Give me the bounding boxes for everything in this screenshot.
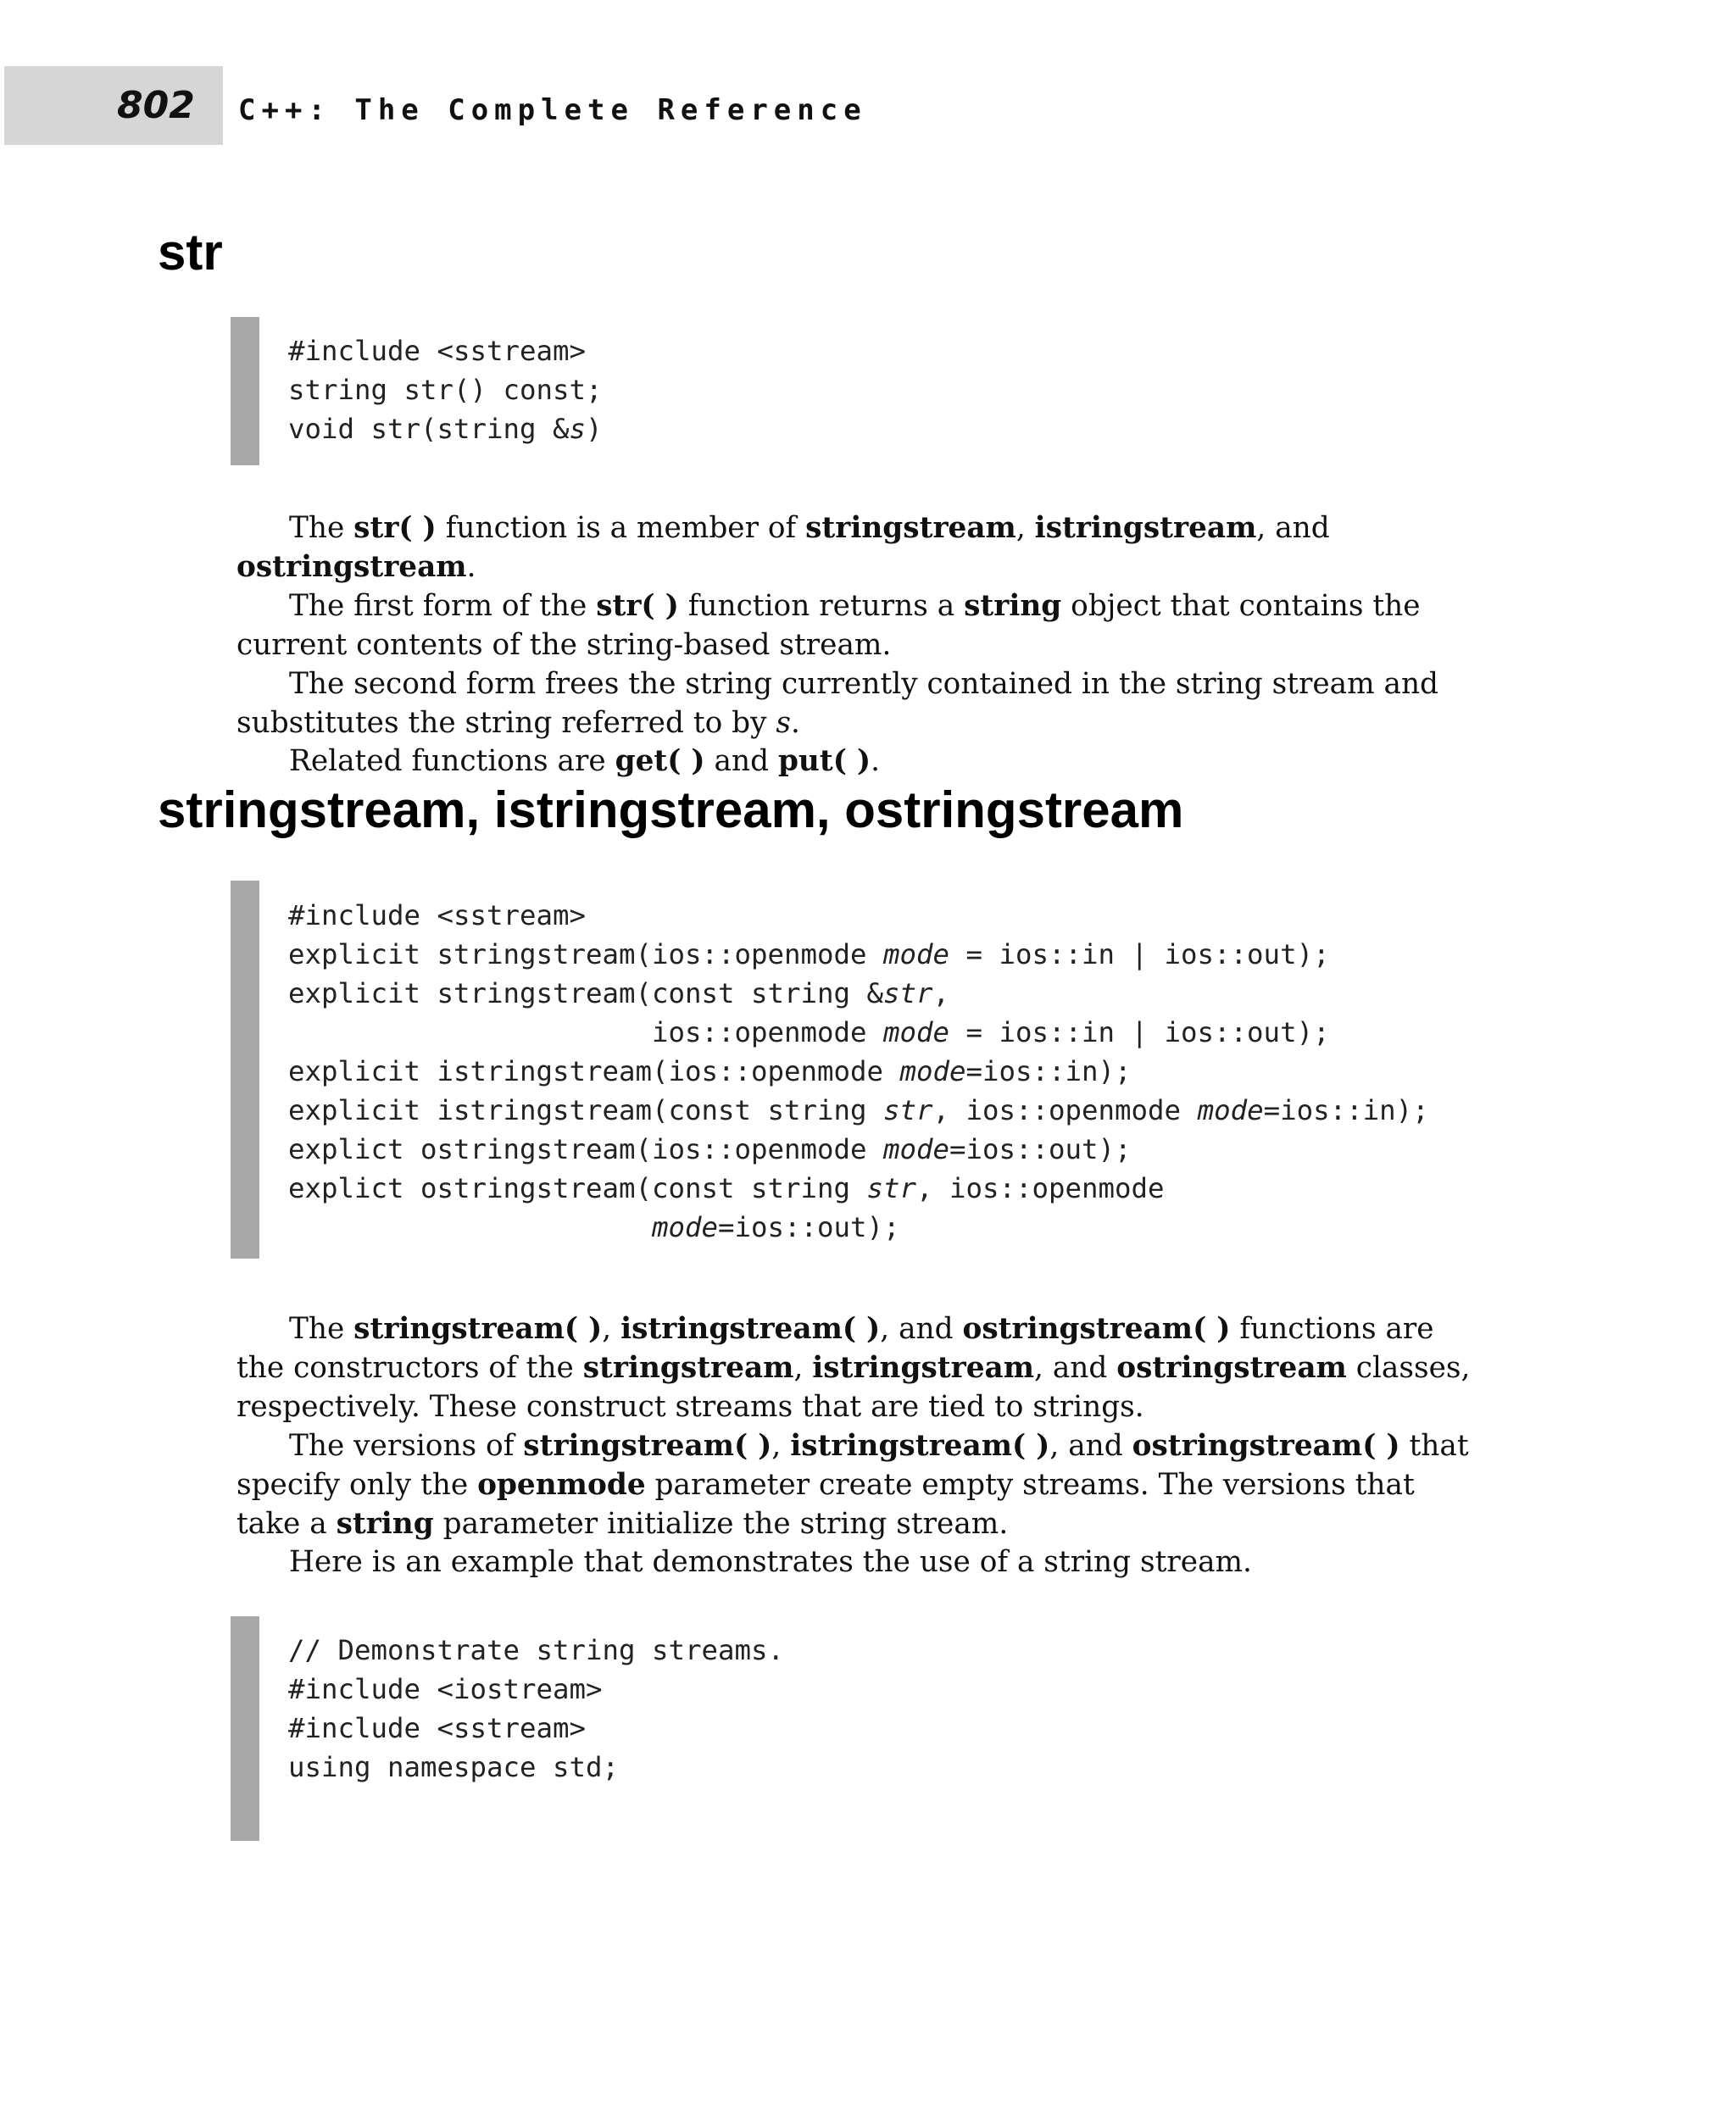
bold-term: istringstream	[812, 1350, 1035, 1385]
bold-term: ostringstream( )	[1132, 1428, 1400, 1463]
code-line	[288, 410, 603, 449]
text-run: The versions of	[289, 1428, 524, 1463]
text-run: function is a member of	[436, 511, 806, 545]
text-run: using namespace std;	[288, 1751, 620, 1783]
paragraph	[236, 742, 1474, 781]
code-line	[288, 1671, 603, 1710]
text-run: // Demonstrate string streams.	[288, 1634, 785, 1666]
text-run: =ios::out);	[718, 1211, 900, 1243]
italic-term: str	[866, 1172, 917, 1204]
bold-term: ostringstream	[1116, 1350, 1347, 1385]
text-run: explicit stringstream(ios::openmode	[288, 938, 884, 970]
code-line	[288, 1170, 1165, 1209]
running-title: C++: The Complete Reference	[238, 93, 867, 127]
code-line	[288, 1710, 586, 1748]
text-run: , and	[1049, 1428, 1132, 1463]
text-run: , and	[880, 1312, 963, 1346]
bold-term: str( )	[596, 588, 679, 623]
page-number: 802	[117, 84, 195, 127]
paragraph	[236, 509, 1474, 587]
code-line	[288, 1014, 1330, 1053]
bold-term: openmode	[477, 1467, 646, 1502]
code-line	[288, 1053, 1132, 1092]
code-block-bar	[231, 317, 259, 465]
paragraph	[236, 1427, 1474, 1544]
text-run: functions are the constructors of the	[236, 1312, 1434, 1385]
text-run: .	[871, 744, 880, 779]
text-run: ,	[1015, 511, 1035, 545]
text-run: explict ostringstream(const string	[288, 1172, 867, 1204]
bold-term: ostringstream	[236, 549, 467, 584]
text-run: = ios::in | ios::out);	[949, 938, 1330, 970]
italic-term: mode	[1197, 1094, 1264, 1126]
code-block-bar	[231, 1616, 259, 1841]
text-run: ,	[771, 1428, 791, 1463]
text-run: #include <sstream>	[288, 1712, 587, 1744]
text-run: Related functions are	[289, 744, 615, 779]
code-line	[288, 975, 949, 1014]
text-run: ,	[793, 1350, 813, 1385]
paragraph	[236, 1543, 1474, 1582]
text-run: ,	[932, 977, 950, 1009]
code-line	[288, 1131, 1132, 1170]
italic-term: mode	[883, 938, 950, 970]
text-run: void str(string &	[288, 413, 570, 445]
code-line	[288, 897, 586, 936]
code-line	[288, 1209, 900, 1248]
text-run: that specify only the	[236, 1428, 1469, 1502]
code-line	[288, 332, 586, 371]
italic-term: mode	[899, 1055, 966, 1087]
text-run: parameter create empty streams. The versions that take a	[236, 1467, 1415, 1541]
section-heading-stringstream: stringstream, istringstream, ostringstream	[158, 781, 1184, 838]
text-run: =ios::in);	[1263, 1094, 1429, 1126]
text-run: =ios::in);	[965, 1055, 1132, 1087]
paragraph	[236, 1310, 1474, 1427]
bold-term: get( )	[615, 744, 705, 779]
text-run: #include <sstream>	[288, 335, 587, 367]
bold-term: stringstream( )	[523, 1428, 772, 1463]
bold-term: ostringstream( )	[962, 1312, 1231, 1346]
bold-term: istringstream	[1034, 511, 1257, 545]
italic-term: mode	[883, 1133, 950, 1165]
text-run: The	[289, 511, 354, 545]
str-description	[236, 509, 1474, 781]
text-run: , ios::openmode	[932, 1094, 1198, 1126]
text-run: #include <sstream>	[288, 899, 587, 931]
bold-term: put( )	[777, 744, 871, 779]
text-run: .	[791, 705, 800, 740]
italic-term: str	[883, 1094, 933, 1126]
bold-term: string	[964, 588, 1062, 623]
italic-term: str	[883, 977, 933, 1009]
text-run: classes, respectively. These construct streams that are tied to strings.	[236, 1350, 1471, 1424]
code-line	[288, 371, 603, 410]
italic-term: s	[569, 413, 587, 445]
bold-term: stringstream	[805, 511, 1016, 545]
text-run: string str() const;	[288, 374, 603, 406]
text-run: , and	[1034, 1350, 1117, 1385]
text-run: The first form of the	[289, 588, 597, 623]
paragraph	[236, 587, 1474, 665]
section-heading-str: str	[158, 224, 223, 281]
text-run: explicit stringstream(const string &	[288, 977, 884, 1009]
text-run	[288, 1211, 652, 1243]
code-line	[288, 1748, 619, 1787]
text-run: Here is an example that demonstrates the use of a string stream.	[289, 1545, 1252, 1580]
text-run: function returns a	[678, 588, 965, 623]
code-block-bar	[231, 881, 259, 1259]
bold-term: stringstream( )	[353, 1312, 603, 1346]
text-run: , and	[1256, 511, 1330, 545]
text-run: The	[289, 1312, 354, 1346]
bold-term: stringstream	[582, 1350, 794, 1385]
text-run: The second form frees the string currently contained in the string stream and substitutes the string referred to by	[236, 666, 1439, 740]
italic-term: s	[776, 705, 792, 740]
text-run: ios::openmode	[288, 1016, 884, 1048]
text-run: , ios::openmode	[916, 1172, 1165, 1204]
italic-term: mode	[883, 1016, 950, 1048]
text-run: ,	[602, 1312, 621, 1346]
bold-term: istringstream( )	[790, 1428, 1050, 1463]
text-run: .	[466, 549, 476, 584]
text-run: )	[586, 413, 603, 445]
bold-term: str( )	[353, 511, 437, 545]
text-run: parameter initialize the string stream.	[433, 1506, 1009, 1541]
text-run: explicit istringstream(ios::openmode	[288, 1055, 900, 1087]
text-run: object that contains the current contents of the string-based stream.	[236, 588, 1421, 662]
bold-term: string	[336, 1506, 434, 1541]
text-run: = ios::in | ios::out);	[949, 1016, 1330, 1048]
bold-term: istringstream( )	[620, 1312, 881, 1346]
paragraph	[236, 665, 1474, 743]
text-run: explict ostringstream(ios::openmode	[288, 1133, 884, 1165]
text-run: explicit istringstream(const string	[288, 1094, 884, 1126]
code-line	[288, 1632, 784, 1671]
text-run: =ios::out);	[949, 1133, 1132, 1165]
text-run: and	[704, 744, 778, 779]
text-run: #include <iostream>	[288, 1673, 603, 1705]
code-line	[288, 1092, 1429, 1131]
stringstream-description	[236, 1310, 1474, 1582]
italic-term: mode	[652, 1211, 719, 1243]
code-line	[288, 936, 1330, 975]
